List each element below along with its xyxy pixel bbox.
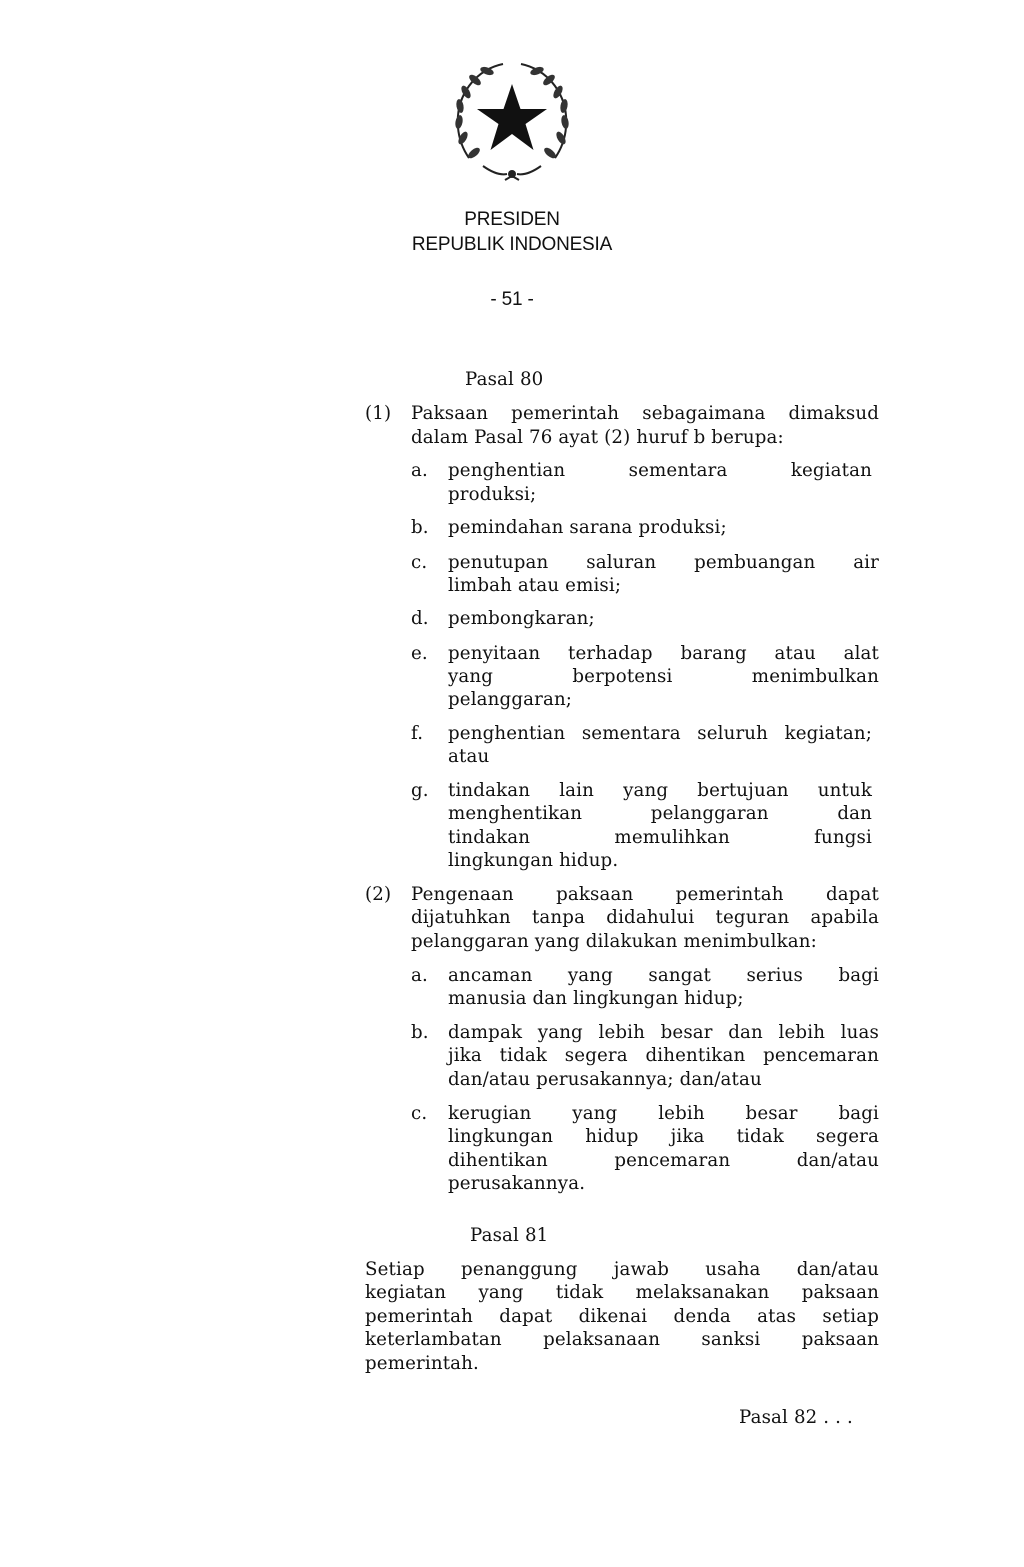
- pasal-81-line: Setiap penanggung jawab usaha dan/atau: [365, 1259, 879, 1280]
- list-item-line: penutupan saluran pembuangan air: [448, 552, 879, 573]
- list-item-line: dan/atau perusakannya; dan/atau: [448, 1069, 762, 1090]
- list-item-letter: b.: [411, 1022, 429, 1043]
- list-item-line: pelanggaran;: [448, 689, 573, 710]
- list-item-line: lingkungan hidup jika tidak segera: [448, 1126, 879, 1147]
- list-item-line: pemindahan sarana produksi;: [448, 517, 727, 538]
- list-item-line: dampak yang lebih besar dan lebih luas: [448, 1022, 879, 1043]
- list-item-line: perusakannya.: [448, 1173, 586, 1194]
- list-item-letter: c.: [411, 1103, 428, 1124]
- list-item-line: penyitaan terhadap barang atau alat: [448, 643, 879, 664]
- list-item-line: tindakan memulihkan fungsi: [448, 827, 872, 848]
- list-item-line: atau: [448, 746, 490, 767]
- presidential-seal-emblem: [447, 58, 577, 188]
- ayat-2-line: dijatuhkan tanpa didahului teguran apabila: [411, 907, 879, 928]
- next-page-catchword: Pasal 82 . . .: [739, 1407, 853, 1428]
- pasal-81-line: keterlambatan pelaksanaan sanksi paksaan: [365, 1329, 879, 1350]
- list-item-line: penghentian sementara seluruh kegiatan;: [448, 723, 872, 744]
- ayat-2-line: Pengenaan paksaan pemerintah dapat: [411, 884, 879, 905]
- ayat-2-number: (2): [365, 884, 392, 905]
- list-item-line: jika tidak segera dihentikan pencemaran: [448, 1045, 879, 1066]
- pasal-80-heading: Pasal 80: [465, 369, 544, 390]
- ayat-1-line: Paksaan pemerintah sebagaimana dimaksud: [411, 403, 879, 424]
- ayat-1-number: (1): [365, 403, 392, 424]
- list-item-line: manusia dan lingkungan hidup;: [448, 988, 744, 1009]
- list-item-line: penghentian sementara kegiatan: [448, 460, 872, 481]
- pasal-81-line: kegiatan yang tidak melaksanakan paksaan: [365, 1282, 879, 1303]
- pasal-81-line: pemerintah.: [365, 1353, 479, 1374]
- pasal-81-line: pemerintah dapat dikenai denda atas setiap: [365, 1306, 879, 1327]
- list-item-line: lingkungan hidup.: [448, 850, 619, 871]
- list-item-line: produksi;: [448, 484, 537, 505]
- list-item-line: tindakan lain yang bertujuan untuk: [448, 780, 872, 801]
- list-item-letter: d.: [411, 608, 429, 629]
- list-item-line: ancaman yang sangat serius bagi: [448, 965, 879, 986]
- pasal-81-heading: Pasal 81: [470, 1225, 549, 1246]
- ayat-2-line: pelanggaran yang dilakukan menimbulkan:: [411, 931, 817, 952]
- header-subtitle: REPUBLIK INDONESIA: [411, 234, 613, 255]
- list-item-line: limbah atau emisi;: [448, 575, 622, 596]
- list-item-line: pembongkaran;: [448, 608, 595, 629]
- list-item-letter: e.: [411, 643, 428, 664]
- list-item-letter: f.: [411, 723, 424, 744]
- list-item-line: yang berpotensi menimbulkan: [448, 666, 879, 687]
- page-number: - 51 -: [490, 289, 534, 310]
- header-title: PRESIDEN: [464, 209, 560, 230]
- list-item-letter: a.: [411, 460, 428, 481]
- list-item-line: menghentikan pelanggaran dan: [448, 803, 872, 824]
- list-item-letter: a.: [411, 965, 428, 986]
- list-item-letter: b.: [411, 517, 429, 538]
- list-item-letter: g.: [411, 780, 429, 801]
- ayat-1-line: dalam Pasal 76 ayat (2) huruf b berupa:: [411, 427, 784, 448]
- list-item-letter: c.: [411, 552, 428, 573]
- list-item-line: dihentikan pencemaran dan/atau: [448, 1150, 879, 1171]
- list-item-line: kerugian yang lebih besar bagi: [448, 1103, 879, 1124]
